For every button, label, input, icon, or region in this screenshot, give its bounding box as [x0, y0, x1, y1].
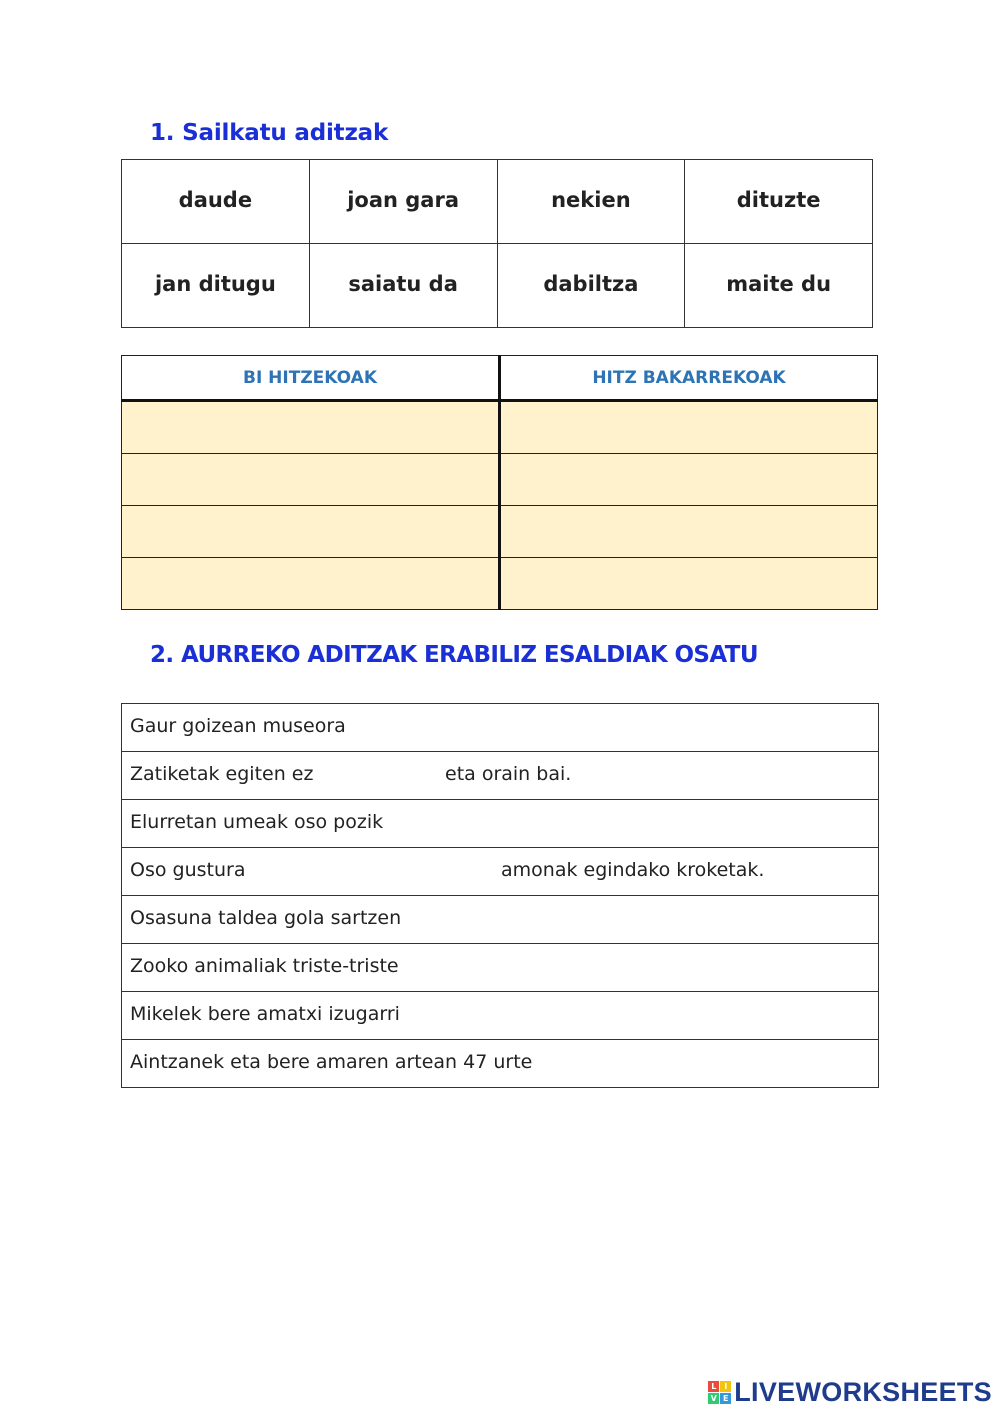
exercise-1-title: 1. Sailkatu aditzak [150, 120, 389, 146]
sentence-row[interactable] [122, 992, 879, 1040]
drop-zone-bi-hitzekoak[interactable] [122, 558, 500, 610]
header-bi-hitzekoak: BI HITZEKOAK [122, 356, 500, 401]
sentence-start: Zooko animaliak triste-triste [130, 954, 399, 977]
verb-cell[interactable]: daude [122, 160, 310, 244]
sentence-row[interactable] [122, 800, 879, 848]
sentence-start: Zatiketak egiten ez [130, 762, 314, 785]
classify-header-row [122, 356, 878, 401]
header-hitz-bakarrekoak: HITZ BAKARREKOAK [500, 356, 878, 401]
sentence-start: Gaur goizean museora [130, 714, 346, 737]
sentence-start: Mikelek bere amatxi izugarri [130, 1002, 400, 1025]
sentence-table [121, 703, 879, 1088]
sentence-row[interactable] [122, 896, 879, 944]
drop-zone-bi-hitzekoak[interactable] [122, 454, 500, 506]
verb-grid [121, 159, 873, 328]
sentence-start: Aintzanek eta bere amaren artean 47 urte [130, 1050, 533, 1073]
verb-cell[interactable]: maite du [685, 244, 873, 328]
exercise-2-title: 2. AURREKO ADITZAK ERABILIZ ESALDIAK OSATU [150, 642, 758, 668]
logo-square: E [720, 1393, 731, 1404]
drop-zone-hitz-bakarrekoak[interactable] [500, 506, 878, 558]
drop-zone-hitz-bakarrekoak[interactable] [500, 558, 878, 610]
verb-cell[interactable]: joan gara [309, 160, 497, 244]
sentence-row[interactable] [122, 848, 879, 896]
verb-row [122, 244, 873, 328]
sentence-start: Osasuna taldea gola sartzen [130, 906, 402, 929]
sentence-row[interactable] [122, 1040, 879, 1088]
drop-zone-bi-hitzekoak[interactable] [122, 506, 500, 558]
verb-cell[interactable]: saiatu da [309, 244, 497, 328]
classify-row [122, 506, 878, 558]
sentence-start: Elurretan umeak oso pozik [130, 810, 384, 833]
classify-row [122, 558, 878, 610]
classify-row [122, 454, 878, 506]
sentence-row[interactable] [122, 752, 879, 800]
brand-name: LIVEWORKSHEETS [734, 1377, 992, 1407]
classify-row [122, 401, 878, 454]
logo-square: I [720, 1381, 731, 1392]
logo-square: L [708, 1381, 719, 1392]
sentence-start: Oso gustura [130, 858, 246, 881]
liveworksheets-brand [708, 1377, 992, 1408]
logo-square: V [708, 1393, 719, 1404]
verb-cell[interactable]: jan ditugu [122, 244, 310, 328]
drop-zone-hitz-bakarrekoak[interactable] [500, 401, 878, 454]
sentence-end: eta orain bai. [445, 762, 572, 785]
sentence-end: amonak egindako kroketak. [501, 858, 765, 881]
verb-cell[interactable]: dabiltza [497, 244, 685, 328]
sentence-row[interactable] [122, 704, 879, 752]
verb-cell[interactable]: nekien [497, 160, 685, 244]
drop-zone-hitz-bakarrekoak[interactable] [500, 454, 878, 506]
sentence-row[interactable] [122, 944, 879, 992]
classify-table [121, 355, 878, 610]
drop-zone-bi-hitzekoak[interactable] [122, 401, 500, 454]
verb-row [122, 160, 873, 244]
liveworksheets-logo-icon [708, 1381, 731, 1404]
verb-cell[interactable]: dituzte [685, 160, 873, 244]
